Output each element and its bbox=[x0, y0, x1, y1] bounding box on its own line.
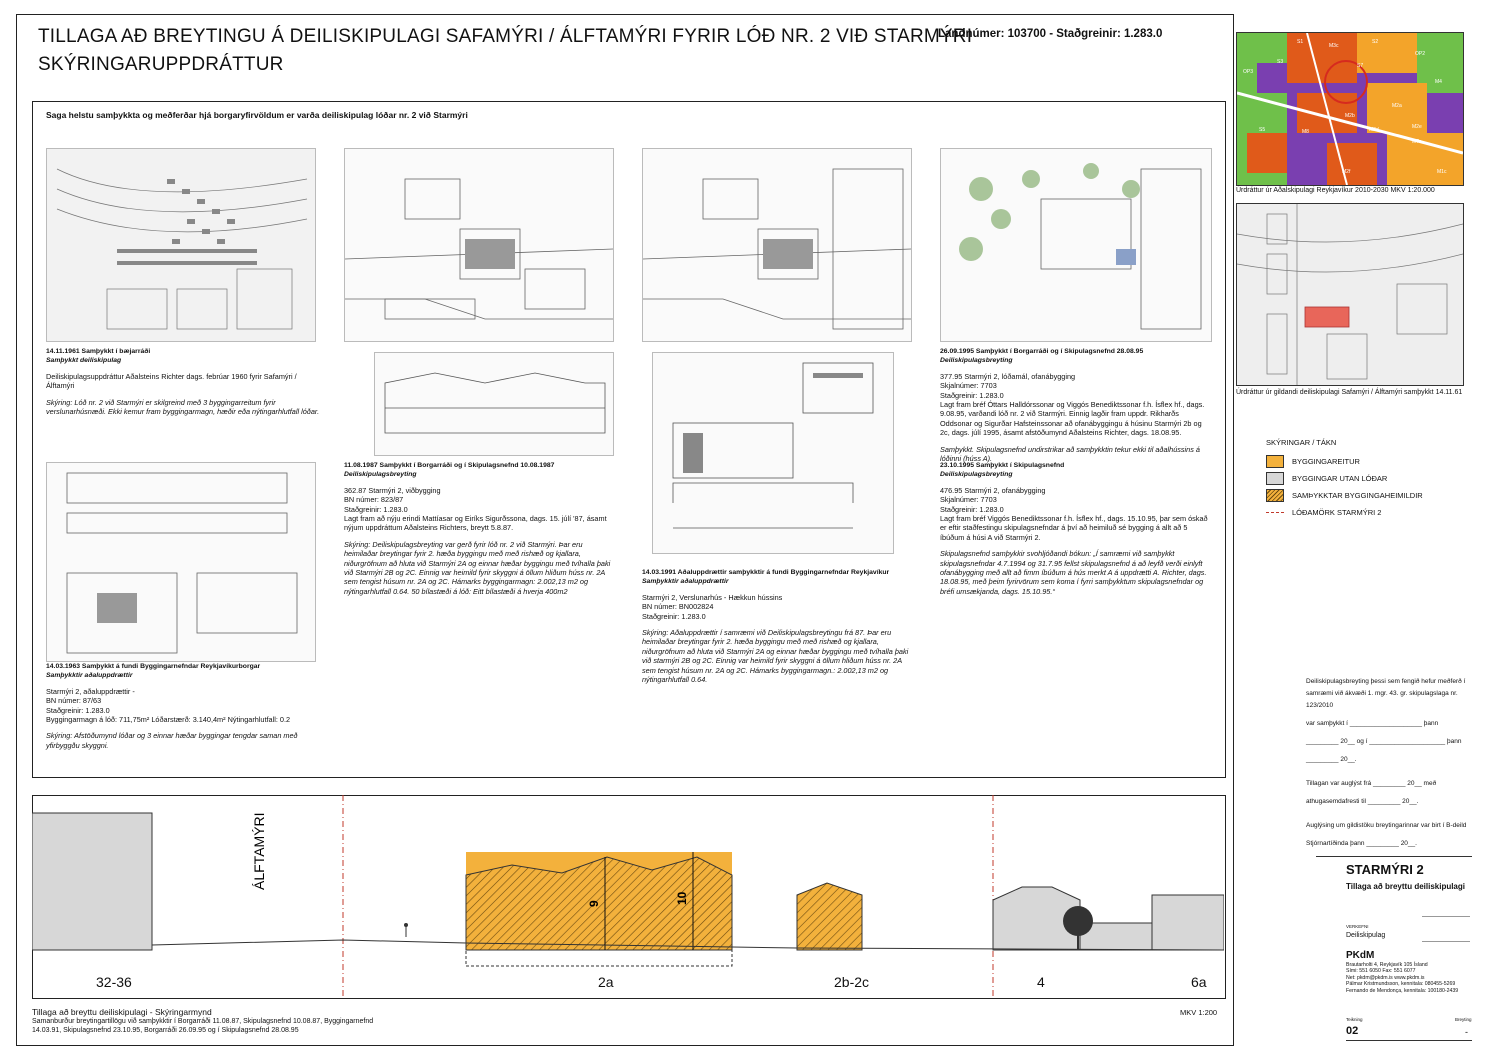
legend-label: BYGGINGAR UTAN LÓÐAR bbox=[1292, 474, 1388, 483]
building-32-36 bbox=[32, 813, 152, 950]
building-6a bbox=[1152, 895, 1224, 950]
item-note: Skipulagsnefnd samþykkir svohljóðandi bókun: „Í samræmi við samþykkt skipulagsnefndar 4.7.1994 og 31.7.95 fellst skipulagsnefnd á að leyfð verði einlyft ofanábygging með allt að fimm íbúðum á hús merkt A á uppdrætti A. Richter, dags. 18.08.95, með þeim fyrirvörum sem koma í fyrri samþykktum skipulagsnefndar og bréfi umsækjanda, dags. 15.10.95.“ bbox=[940, 549, 1207, 596]
basement-2a bbox=[466, 950, 732, 966]
project-subtitle: Tillaga að breyttu deiliskipulagi bbox=[1346, 882, 1465, 891]
section-label-6a: 6a bbox=[1191, 974, 1207, 990]
map-label: OP2 bbox=[1415, 51, 1426, 57]
map-label: M8 bbox=[1302, 129, 1309, 135]
teikning-label: Teikning bbox=[1346, 1017, 1363, 1022]
verkefni-label: VERKEFNI bbox=[1346, 924, 1369, 929]
item-date: 14.11.1961 Samþykkt í bæjarráði bbox=[46, 348, 151, 355]
item-note: Skýring: Afstöðumynd lóðar og 3 einnar hæðar byggingar tengdar saman með yfirbyggðu skyggni. bbox=[46, 731, 298, 750]
drawing-1961-svg bbox=[47, 149, 315, 341]
breyting-label: Breyting bbox=[1455, 1017, 1472, 1022]
item-subtitle: Samþykkt deiliskipulag bbox=[46, 357, 122, 365]
map-label: M2b bbox=[1345, 113, 1355, 119]
drawing-1995-svg bbox=[941, 149, 1211, 341]
map-label: S2 bbox=[1372, 39, 1379, 45]
item-subtitle: Deiliskipulagsbreyting bbox=[344, 471, 417, 479]
item-date: 26.09.1995 Samþykkt í Borgarráði og í Skipulagsnefnd 28.08.95 bbox=[940, 348, 1144, 355]
titleblock-rule bbox=[1316, 856, 1472, 857]
history-item-1987 bbox=[344, 461, 612, 596]
map-label: M7c bbox=[1412, 139, 1422, 145]
approval-line: _________ 20__. bbox=[1306, 756, 1357, 763]
swatch-reitur bbox=[1266, 455, 1284, 468]
page-subtitle: SKÝRINGARUPPDRÁTTUR bbox=[38, 54, 284, 75]
item-date: 23.10.1995 Samþykkt í Skipulagsnefnd bbox=[940, 462, 1065, 469]
history-item-1961 bbox=[46, 347, 326, 416]
item-date: 11.08.1987 Samþykkt í Borgarráði og í Skipulagsnefnd 10.08.1987 bbox=[344, 462, 555, 469]
section-svg bbox=[32, 795, 1224, 997]
approval-block bbox=[1306, 676, 1476, 850]
item-note: Skýring: Lóð nr. 2 við Starmýri er skilgreind með 3 byggingarreitum fyrir verslunarhúsnæði. Ekki kemur fram byggingarmagn, hæðir eða nýtingarhlutfall lóðar. bbox=[46, 397, 320, 417]
landnumer: Landnúmer: 103700 - Staðgreinir: 1.283.0 bbox=[938, 28, 1163, 40]
section-label-2a: 2a bbox=[598, 974, 614, 990]
zoning-map bbox=[1236, 32, 1464, 186]
history-item-1963 bbox=[46, 662, 314, 750]
drawing-1963-plan bbox=[46, 462, 316, 662]
map-label: M2d bbox=[1369, 127, 1379, 133]
zoning-map-svg bbox=[1237, 33, 1463, 185]
plan-caption: Úrdráttur úr gildandi deiliskipulagi Safamýri / Álftamýri samþykkt 14.11.61 bbox=[1236, 389, 1463, 396]
item-body: 362.87 Starmýri 2, viðbygging BN númer: 823/87 Staðgreinir: 1.283.0 Lagt fram að nýju erindi Mattíasar og Eiríks Sigurðssona, dags. 15. júlí '87, ásamt nýjum uppdráttum Aðalsteins Richters, breytt 5.8.87. bbox=[344, 485, 607, 533]
section-title: Tillaga að breyttu deiliskipulagi - Skýringarmynd bbox=[32, 1007, 212, 1017]
approval-line: Stjórnartíðinda þann _________ 20__. bbox=[1306, 840, 1417, 847]
approval-line: Auglýsing um gildistöku breytingarinnar var birt í B-deild bbox=[1306, 822, 1467, 829]
existing-plan bbox=[1236, 203, 1464, 386]
legend-title: SKÝRINGAR / TÁKN bbox=[1266, 438, 1337, 447]
drawing-1963-svg bbox=[47, 463, 315, 661]
history-item-1995a bbox=[940, 347, 1210, 463]
legend-item bbox=[1266, 453, 1423, 470]
approval-line: Deiliskipulagsbreyting þessi sem fengið hefur meðferð í bbox=[1306, 678, 1466, 685]
section-label-2b-2c: 2b-2c bbox=[834, 974, 870, 990]
map-label: M4 bbox=[1435, 79, 1442, 85]
drawing-1987-elevation bbox=[374, 352, 614, 456]
legend bbox=[1266, 438, 1423, 521]
item-note: Skýring: Deiliskipulagsbreyting var gerð fyrir lóð nr. 2 við Starmýri. Þar eru heimilaðar breytingar fyrir 2. hæða byggingu með með rishæð og kjallara, niðurgröfnum að hluta við Starmýri 2A og einnar hæðar byggingu með tvíhalla þaki við Starmýri 2B og 2C. Einnig var heimild fyrir skyggni á öllum hliðum húss nr. 2A sem tengist húsum nr. 2A og 2C. Hámarks byggingarmagn: 2.002,13 m2 og nýtingarhlutfall 0.64. 50 bílastæði á lóð: Eitt bílastæði á hverja 400m2 bbox=[344, 539, 611, 596]
teikning-number: 02 bbox=[1346, 1025, 1359, 1037]
item-date: 14.03.1991 Aðaluppdrættir samþykktir á fundi Byggingarnefndar Reykjavíkur bbox=[642, 569, 890, 576]
history-item-1991 bbox=[642, 568, 910, 684]
item-body: 476.95 Starmýri 2, ofanábygging Skjalnúmer: 7703 Staðgreinir: 1.283.0 Lagt fram bréf Viggós Benediktssonar f.h. Ísflex hf., dags. 15.10.95, þar sem óskað er eftir staðfestingu skipulagsnefndar á því að heimiluð sé bygging á allt að 5 íbúðum á húsi A við Starmýri 2. bbox=[940, 485, 1208, 542]
item-subtitle: Deiliskipulagsbreyting bbox=[940, 357, 1013, 365]
map-label: S7 bbox=[1357, 63, 1364, 69]
item-body: Starmýri 2, Verslunarhús - Hækkun hússins BN númer: BN002824 Staðgreinir: 1.283.0 bbox=[642, 592, 783, 621]
history-heading: Saga helstu samþykkta og meðferðar hjá borgaryfirvöldum er varða deiliskipulag lóðar nr. 2 við Starmýri bbox=[46, 110, 468, 120]
drawing-1961-plan bbox=[46, 148, 316, 342]
drawing-1991-elevation bbox=[652, 352, 894, 554]
drawing-1991-plan bbox=[642, 148, 912, 342]
map-label: M1c bbox=[1437, 169, 1447, 175]
map-label: OP3 bbox=[1243, 69, 1254, 75]
map-label: M3c bbox=[1329, 43, 1339, 49]
section-label-32-36: 32-36 bbox=[96, 974, 132, 990]
elevation-1987-svg bbox=[375, 353, 613, 455]
item-body: Deiliskipulagsuppdráttur Aðalsteins Richter dags. febrúar 1960 fyrir Safamýri / Álftamýri bbox=[46, 371, 297, 391]
map-label: S5 bbox=[1259, 127, 1266, 133]
map-label: S3 bbox=[1277, 59, 1284, 65]
section-label-4: 4 bbox=[1037, 974, 1045, 990]
titleblock-stamp bbox=[1422, 916, 1470, 942]
person-icon bbox=[404, 923, 408, 937]
dim-label-9: 9 bbox=[587, 900, 601, 907]
item-note: Samþykkt. Skipulagsnefnd undirstrikar að samþykktin tekur ekki til aðalhússins á lóðinni (húss A). bbox=[940, 444, 1200, 464]
item-note: Skýring: Aðaluppdrættir í samræmi við Deiliskipulagsbreytingu frá 87. Þar eru heimilaðar breytingar fyrir 2. hæða byggingu með með rishæð og kjallara, niðurgröfnum að hluta við Starmýri 2A og einnar hæðar byggingu með tvíhalla þaki við starmýri 2B og 2C. Einnig var heimild fyrir skyggni á öllum hliðum húss nr. 2A sem tengist húsum nr. 2A og 2C. Hámarks byggingarmagn.: 2.002,13 m2 og nýtingarhlutfall 0.64. bbox=[642, 628, 909, 685]
dim-label-10: 10 bbox=[675, 891, 689, 905]
item-subtitle: Deiliskipulagsbreyting bbox=[940, 471, 1013, 479]
legend-label: LÓÐAMÖRK STARMÝRI 2 bbox=[1292, 508, 1382, 517]
drawing-1987-svg bbox=[345, 149, 613, 341]
drawing-1995-plan bbox=[940, 148, 1212, 342]
swatch-utan bbox=[1266, 472, 1284, 485]
titleblock-bottom-rule bbox=[1346, 1040, 1472, 1041]
drawing-1987-plan bbox=[344, 148, 614, 342]
approval-line: var samþykkt í ____________________ þann bbox=[1306, 720, 1439, 727]
section-notes: Samanburður breytingartillögu við samþykktir í Borgarráði 11.08.87, Skipulagsnefnd 10.08.87, Byggingarnefnd 14.03.91, Skipulagsnefnd 23.10.95, Borgarráði 26.09.95 og í Skipulagsnefnd 28.08.95 bbox=[32, 1018, 374, 1034]
legend-item bbox=[1266, 504, 1423, 521]
page-title: TILLAGA AÐ BREYTINGU Á DEILISKIPULAGI SAFAMÝRI / ÁLFTAMÝRI FYRIR LÓÐ NR. 2 VIÐ STARMÝRI bbox=[38, 26, 973, 47]
map-caption: Úrdráttur úr Aðalskipulagi Reykjavíkur 2010-2030 MKV 1:20.000 bbox=[1236, 187, 1435, 194]
swatch-heimildir bbox=[1266, 489, 1284, 502]
item-body: 377.95 Starmýri 2, lóðamál, ofanábygging Skjalnúmer: 7703 Staðgreinir: 1.283.0 Lagt fram bréf Óttars Halldórssonar og Viggós Benediktssonar f.h. Ísflex hf., dags. 9.08.95, varðandi lóð nr. 2 við Starmýri. Einnig lagðir fram uppdr. Rikharðs Oddsonar og Sigurðar Hafsteinssonar að ofanábyggingu á húsinu Starmýri 2b og 2c, dags. júlí 1995, ásamt afstöðumynd Aðalsteins Richter, dags. 18.08.95. bbox=[940, 371, 1205, 438]
item-subtitle: Samþykktir aðaluppdrættir bbox=[642, 578, 729, 586]
map-label: S1 bbox=[1297, 39, 1304, 45]
project-name: STARMÝRI 2 bbox=[1346, 862, 1424, 877]
existing-plan-svg bbox=[1237, 204, 1463, 385]
approval-line: _________ 20__ og í _____________________ þann bbox=[1306, 738, 1462, 745]
section-scale: MKV 1:200 bbox=[1180, 1008, 1218, 1017]
breyting-value: - bbox=[1465, 1027, 1468, 1037]
legend-item bbox=[1266, 470, 1423, 487]
firm-details: Brautarholti 4, Reykjavík 105 Ísland Sími: 551 6050 Fax: 551 6077 Net: pkdm@pkdm.is www.pkdm.is Pálmar Kristmundsson, kennitala: 080455-5269 Fernando de Mendonça, kennitala: 100180-2439 bbox=[1346, 962, 1459, 994]
building-2b-2c bbox=[797, 883, 862, 950]
map-label: M2e bbox=[1412, 124, 1422, 130]
item-subtitle: Samþykktir aðaluppdrættir bbox=[46, 672, 133, 680]
history-item-1995b bbox=[940, 461, 1210, 596]
street-label: ÁLFTAMÝRI bbox=[251, 812, 267, 890]
elevation-1991-svg bbox=[653, 353, 893, 553]
map-label: M2a bbox=[1392, 103, 1402, 109]
approval-line: athugasemdafresti til _________ 20__. bbox=[1306, 798, 1419, 805]
approval-line: Tillagan var auglýst frá _________ 20__ með bbox=[1306, 780, 1437, 787]
verkefni: Deiliskipulag bbox=[1346, 932, 1386, 939]
legend-label: BYGGINGAREITUR bbox=[1292, 457, 1360, 466]
item-date: 14.03.1963 Samþykkt á fundi Byggingarnefndar Reykjavíkurborgar bbox=[46, 663, 261, 670]
map-label: M2f bbox=[1342, 169, 1351, 175]
drawing-1991-svg bbox=[643, 149, 911, 341]
item-body: Starmýri 2, aðaluppdrættir - BN númer: 87/63 Staðgreinir: 1.283.0 Byggingarmagn á lóð: 711,75m² Lóðarstærð: 3.140,4m² Nýtingarhlutfall: 0.2 bbox=[46, 686, 291, 725]
firm-name: PKdM bbox=[1346, 950, 1375, 961]
legend-item bbox=[1266, 487, 1423, 504]
approval-line: samræmi við ákvæði 1. mgr. 43. gr. skipulagslaga nr. 123/2010 bbox=[1306, 690, 1458, 709]
legend-label: SAMÞYKKTAR BYGGINGAHEIMILDIR bbox=[1292, 491, 1423, 500]
swatch-lodamork bbox=[1266, 512, 1284, 513]
